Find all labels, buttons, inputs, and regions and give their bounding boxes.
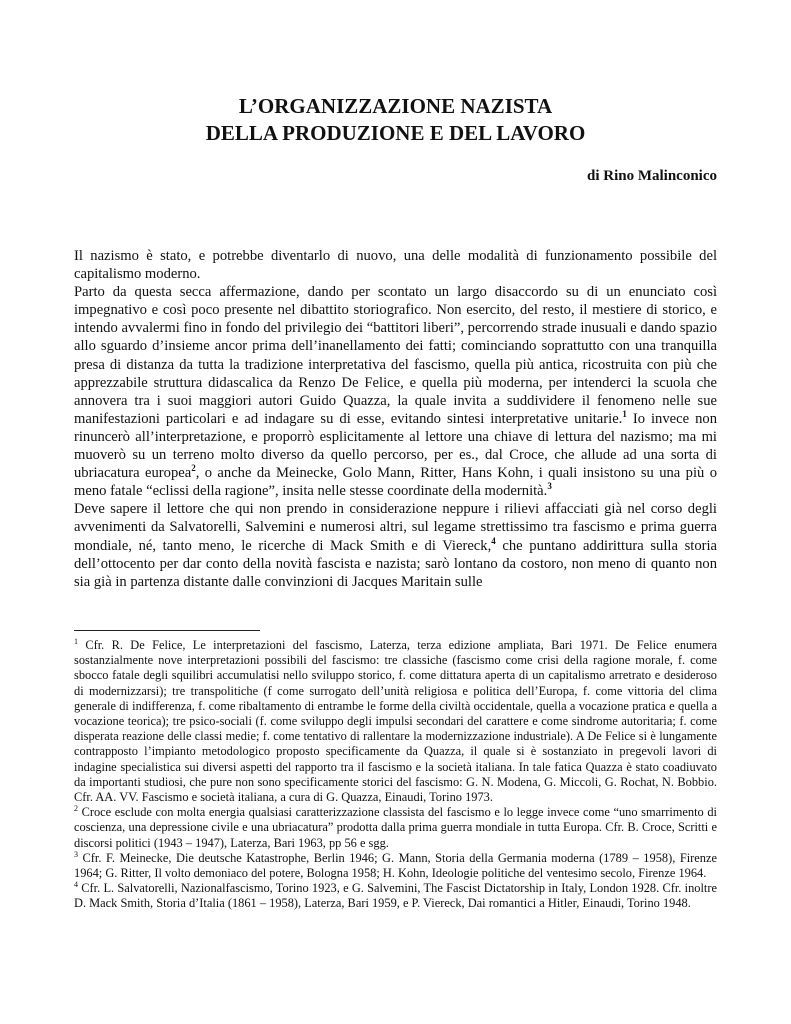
paragraph-1: Il nazismo è stato, e potrebbe diventarlo di nuovo, una delle modalità di funzionamento possibile del capitalismo moderno.	[74, 248, 717, 283]
footnote-2	[74, 805, 717, 851]
title-line-1: L’ORGANIZZAZIONE NAZISTA	[238, 94, 553, 118]
footnote-1-text: Cfr. R. De Felice, Le interpretazioni del fascismo, Laterza, terza edizione ampliata, Bari 1971. De Felice enumera sostanzialmente nove interpretazioni possibili del fascismo: tre classiche (fascismo come crisi della ragione morale, f. come sbocco fatale degli squilibri accumulatisi nello sviluppo storico, f. come dittatura aperta di un capitalismo arretrato e desideroso di modernizzarsi); tre transpolitiche (f come surrogato dell’unità religiosa e politica dell’Europa, f. come vittoria del clima generale di indifferenza, f. come ribaltamento di entrambe le forme della civiltà occidentale, quella a vocazione pratica e quella a vocazione teorica); tre psico-sociali (f. come sviluppo degli impulsi secondari del carattere e come sindrome autoritaria; f. come disperata reazione delle classi medie; f. come tentativo di rallentare la modernizzazione industriale). A De Felice si è lungamente contrapposto l’impianto metodologico proposto specificamente da Quazza, il quale si è sostanziato in pregevoli lavori di indagine specialistica sui diversi aspetti del rapporto tra il fascismo e la società italiana. In tale fatica Quazza è stato coadiuvato da importanti studiosi, che pure non sono specificamente storici del fascismo: G. N. Modena, G. Miccoli, G. Rochat, N. Bobbio. Cfr. AA. VV. Fascismo e società italiana, a cura di G. Quazza, Einaudi, Torino 1973.	[74, 638, 717, 805]
paragraph-2-part-c: , o anche da Meinecke, Golo Mann, Ritter, Hans Kohn, i quali insistono su una più o meno fatale “eclissi della ragione”, insita nelle stesse coordinate della modernità.	[74, 465, 717, 500]
footnote-3	[74, 851, 717, 881]
footnote-3-number: 3	[74, 849, 78, 859]
paragraph-2-part-a: Parto da questa secca affermazione, dando per scontato un largo disaccordo su di un enunciato così impegnativo e così poco presente nel dibattito storiografico. Non esercito, del resto, il mestiere di storico, e intendo avvalermi fino in fondo del privilegio dei “battitori liberi”, percorrendo strade inusuali e dando spazio allo sguardo d’insieme ancor prima dell’inanellamento dei fatti; cominciando soprattutto con una tranquilla presa di distanza da tutta la tradizione interpretativa del fascismo, quella più antica, ricostruita con più che apprezzabile struttura didascalica da Renzo De Felice, e quella più moderna, per intenderci la scuola che annovera tra i suoi maggiori autori Guido Quazza, la quale invita a suddividere il fenomeno nelle sue manifestazioni particolari e ad indagare su di esse, evitando sintesi interpretative unitarie.	[74, 284, 717, 427]
paragraph-3	[74, 500, 717, 590]
footnote-ref-2[interactable]: 2	[191, 463, 196, 474]
paragraph-2	[74, 283, 717, 500]
title-line-2: DELLA PRODUZIONE E DEL LAVORO	[205, 121, 586, 145]
footnote-1-number: 1	[74, 636, 78, 646]
footnote-3-text: Cfr. F. Meinecke, Die deutsche Katastrophe, Berlin 1946; G. Mann, Storia della Germania moderna (1789 – 1958), Firenze 1964; G. Ritter, Il volto demoniaco del potere, Bologna 1958; H. Kohn, Ideologie politiche del ventesimo secolo, Firenze 1964.	[74, 850, 717, 881]
paragraph-3-part-a: Deve sapere il lettore che qui non prendo in considerazione neppure i rilievi affacciati già nel corso degli avvenimenti da Salvatorelli, Salvemini e numerosi altri, sul legame strettissimo tra fascismo e prima guerra mondiale, né, tanto meno, le ricerche di Mack Smith e di Viereck,	[74, 501, 717, 554]
footnote-ref-4[interactable]: 4	[491, 535, 496, 546]
footnote-2-number: 2	[74, 804, 78, 814]
footnote-ref-3[interactable]: 3	[547, 481, 552, 492]
body-text	[74, 247, 717, 591]
footnote-1	[74, 638, 717, 805]
footnote-4-number: 4	[74, 880, 78, 890]
footnote-ref-1[interactable]: 1	[622, 408, 627, 419]
footnote-separator	[74, 630, 260, 631]
footnote-4	[74, 881, 717, 911]
paragraph-3-part-b: che puntano addirittura sulla storia dell’ottocento per dar conto della novità fascista e nazista; sarò lontano da costoro, non meno di quanto non sia già in partenza distante dalle convinzioni di Jacques Maritain sulle	[74, 537, 718, 590]
footnotes	[74, 638, 717, 912]
footnote-2-text: Croce esclude con molta energia qualsiasi caratterizzazione classista del fascismo e lo legge invece come “uno smarrimento di coscienza, una depressione civile e una ubriacatura” prodotta dalla prima guerra mondiale in tutta Europa. Cfr. B. Croce, Scritti e discorsi politici (1943 – 1947), Laterza, Bari 1963, pp 56 e sgg.	[74, 805, 717, 850]
paragraph-2-part-b: Io invece non rinuncerò all’interpretazione, e proporrò esplicitamente al lettore una chiave di lettura del nazismo; ma mi muoverò su un terreno molto diverso da quello percorso, per es., dal Croce, che allude ad una sorta di ubriacatura europea	[74, 410, 717, 482]
footnote-4-text: Cfr. L. Salvatorelli, Nazionalfascismo, Torino 1923, e G. Salvemini, The Fascist Dictatorship in Italy, London 1928. Cfr. inoltre D. Mack Smith, Storia d’Italia (1861 – 1958), Laterza, Bari 1959, e P. Viereck, Dai romantici a Hitler, Einaudi, Torino 1948.	[74, 881, 717, 911]
author-byline: di Rino Malinconico	[586, 168, 717, 184]
